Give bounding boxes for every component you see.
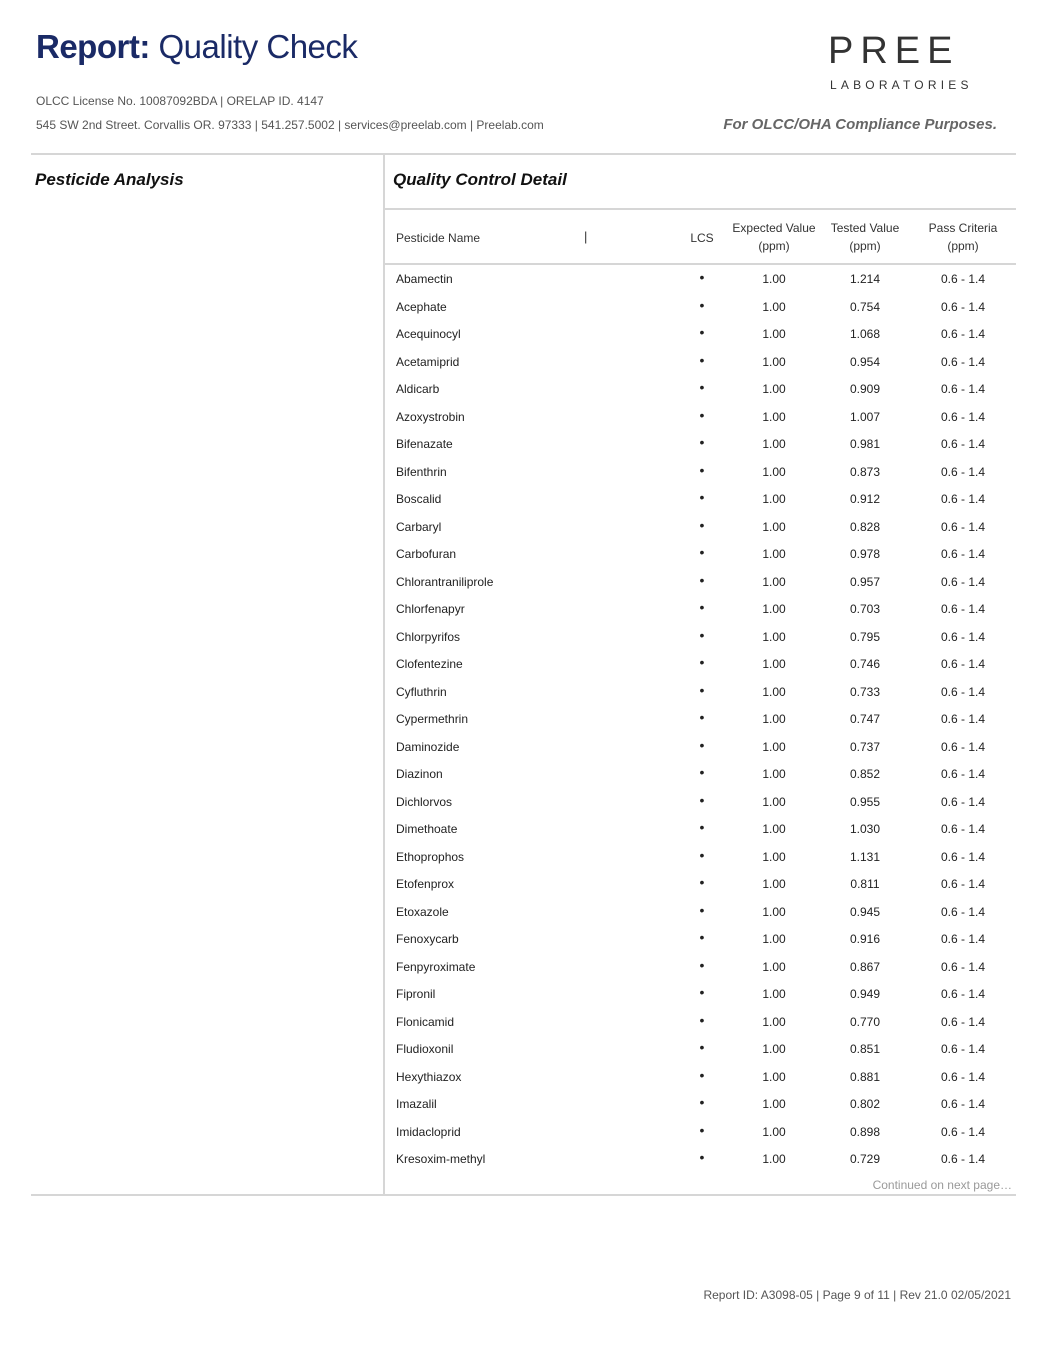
lcs-dot-cell: • [699,736,705,753]
pesticide-name-cell: Fenoxycarb [396,932,459,946]
tested-value-cell: 0.729 [849,1152,881,1166]
lcs-dot-cell: • [699,819,705,835]
header-pass-criteria [924,219,1002,255]
tested-value-cell: 0.955 [849,794,881,809]
report-title [36,28,357,66]
lcs-dot-cell: • [699,1121,705,1138]
pesticide-name-cell: Clofentezine [396,657,463,671]
logo-subtitle: LABORATORIES [830,78,973,92]
pass-criteria-cell: 0.6 - 1.4 [940,437,986,451]
pass-criteria-cell: 0.6 - 1.4 [940,1097,986,1111]
pesticide-name-cell: Imazalil [396,1097,437,1111]
lcs-dot-cell: • [699,406,705,423]
pass-criteria-cell: 0.6 - 1.4 [940,272,986,286]
pass-criteria-cell: 0.6 - 1.4 [940,767,986,781]
tested-value-cell: 0.802 [849,1097,881,1111]
pesticide-name-cell: Bifenthrin [396,464,447,479]
lcs-dot-cell: • [699,296,705,313]
table-row [385,760,1016,788]
table-row [385,678,1016,706]
tested-value-cell: 0.795 [849,629,881,644]
header-expected-line2: (ppm) [758,239,790,253]
expected-value-cell: 1.00 [762,684,786,699]
compliance-note: For OLCC/OHA Compliance Purposes. [723,116,997,133]
lcs-dot-cell: • [699,929,705,945]
pass-criteria-cell: 0.6 - 1.4 [940,849,986,864]
pass-criteria-cell: 0.6 - 1.4 [940,684,986,699]
lcs-dot-cell: • [699,571,705,588]
pass-criteria-cell: 0.6 - 1.4 [940,519,986,534]
table-row [385,1035,1016,1063]
tested-value-cell: 0.867 [849,959,881,974]
pesticide-name-cell: Fludioxonil [396,1042,454,1056]
footer-report-info: Report ID: A3098-05 | Page 9 of 11 | Rev 21.0 02/05/2021 [703,1288,1011,1302]
lcs-dot-cell: • [699,956,705,973]
pass-criteria-cell: 0.6 - 1.4 [940,1152,986,1166]
bottom-divider [31,1194,1016,1196]
header-expected-line1: Expected Value [732,221,816,235]
header-pesticide-name: Pesticide Name [396,231,481,245]
expected-value-cell: 1.00 [762,574,786,589]
expected-value-cell: 1.00 [762,767,786,781]
header-expected-value [728,219,820,255]
tested-value-cell: 0.703 [849,602,881,616]
tested-value-cell: 0.957 [849,574,881,589]
table-row [385,815,1016,843]
expected-value-cell: 1.00 [762,409,786,424]
lcs-dot-cell: • [699,846,705,863]
tested-value-cell: 0.916 [849,932,881,946]
expected-value-cell: 1.00 [762,712,786,726]
expected-value-cell: 1.00 [762,987,786,1001]
header-tested-value [824,219,906,255]
pass-criteria-cell: 0.6 - 1.4 [940,299,986,314]
report-title-rest: Quality Check [158,28,358,65]
expected-value-cell: 1.00 [762,437,786,451]
qc-divider [385,208,1016,210]
table-row [385,953,1016,981]
table-row [385,733,1016,761]
expected-value-cell: 1.00 [762,272,786,286]
address-line: 545 SW 2nd Street. Corvallis OR. 97333 | 541.257.5002 | services@preelab.com | Preelab.com [36,118,544,132]
table-row [385,843,1016,871]
pesticide-name-cell: Flonicamid [396,1014,455,1029]
pesticide-name-cell: Fipronil [396,987,436,1001]
pesticide-name-cell: Imidacloprid [396,1124,461,1139]
table-row [385,870,1016,898]
pass-criteria-cell: 0.6 - 1.4 [940,629,986,644]
tested-value-cell: 0.949 [849,987,881,1001]
tested-value-cell: 0.873 [849,464,881,479]
expected-value-cell: 1.00 [762,629,786,644]
tested-value-cell: 0.828 [849,519,881,534]
pesticide-name-cell: Etoxazole [396,904,449,919]
table-row [385,788,1016,816]
table-row [385,320,1016,348]
expected-value-cell: 1.00 [762,1124,786,1139]
header-separator: | [584,229,588,244]
lcs-dot-cell: • [699,901,705,918]
expected-value-cell: 1.00 [762,959,786,974]
pesticide-name-cell: Aldicarb [396,382,440,396]
tested-value-cell: 0.770 [849,1014,881,1029]
pass-criteria-cell: 0.6 - 1.4 [940,739,986,754]
lcs-dot-cell: • [699,461,705,478]
table-row [385,430,1016,458]
expected-value-cell: 1.00 [762,519,786,534]
lcs-dot-cell: • [699,1149,705,1165]
table-row [385,568,1016,596]
lcs-dot-cell: • [699,434,705,450]
table-row [385,898,1016,926]
expected-value-cell: 1.00 [762,299,786,314]
tested-value-cell: 0.811 [850,877,880,891]
table-row [385,293,1016,321]
lcs-dot-cell: • [699,544,705,560]
lcs-dot-cell: • [699,1094,705,1110]
pass-criteria-cell: 0.6 - 1.4 [940,464,986,479]
expected-value-cell: 1.00 [762,1042,786,1056]
lcs-dot-cell: • [699,764,705,780]
pesticide-name-cell: Dichlorvos [396,794,453,809]
lcs-dot-cell: • [699,516,705,533]
expected-value-cell: 1.00 [762,464,786,479]
tested-value-cell: 1.131 [849,849,881,864]
lcs-dot-cell: • [699,709,705,725]
quality-control-heading: Quality Control Detail [393,170,567,189]
pesticide-name-cell: Kresoxim-methyl [396,1152,486,1166]
tested-value-cell: 0.981 [849,437,881,451]
report-title-bold: Report: [36,28,150,65]
expected-value-cell: 1.00 [762,327,786,341]
pass-criteria-cell: 0.6 - 1.4 [940,877,986,891]
table-row [385,403,1016,431]
continued-note: Continued on next page… [872,1178,1012,1192]
expected-value-cell: 1.00 [762,1014,786,1029]
tested-value-cell: 0.954 [849,354,881,369]
expected-value-cell: 1.00 [762,602,786,616]
pesticide-name-cell: Acetamiprid [396,354,460,369]
tested-value-cell: 0.852 [849,767,881,781]
table-row [385,540,1016,568]
expected-value-cell: 1.00 [762,739,786,754]
expected-value-cell: 1.00 [762,547,786,561]
pesticide-name-cell: Boscalid [396,492,442,506]
table-row [385,348,1016,376]
pass-criteria-cell: 0.6 - 1.4 [940,409,986,424]
pass-criteria-cell: 0.6 - 1.4 [940,574,986,589]
pass-criteria-cell: 0.6 - 1.4 [940,1124,986,1139]
lcs-dot-cell: • [699,1011,705,1028]
tested-value-cell: 0.945 [849,904,881,919]
tested-value-cell: 1.007 [849,409,881,424]
tested-value-cell: 0.912 [849,492,881,506]
license-line: OLCC License No. 10087092BDA | ORELAP ID. 4147 [36,94,324,108]
table-row [385,513,1016,541]
expected-value-cell: 1.00 [762,849,786,864]
pesticide-name-cell: Ethoprophos [396,849,465,864]
pass-criteria-cell: 0.6 - 1.4 [940,932,986,946]
lcs-dot-cell: • [699,654,705,670]
expected-value-cell: 1.00 [762,354,786,369]
lcs-dot-cell: • [699,681,705,698]
pesticide-name-cell: Acephate [396,299,447,314]
tested-value-cell: 0.909 [849,382,881,396]
tested-value-cell: 0.851 [849,1042,881,1056]
pass-criteria-cell: 0.6 - 1.4 [940,1014,986,1029]
table-row [385,705,1016,733]
table-row [385,265,1016,293]
table-row [385,623,1016,651]
lcs-dot-cell: • [699,1039,705,1055]
pass-criteria-cell: 0.6 - 1.4 [940,1069,986,1084]
pass-criteria-cell: 0.6 - 1.4 [940,794,986,809]
table-row [385,1145,1016,1173]
pass-criteria-cell: 0.6 - 1.4 [940,354,986,369]
pesticide-name-cell: Cyfluthrin [396,684,447,699]
lcs-dot-cell: • [699,626,705,643]
header-lcs: LCS [690,231,714,245]
pesticide-name-cell: Carbaryl [396,519,442,534]
table-row [385,595,1016,623]
lcs-dot-cell: • [699,1066,705,1083]
lcs-dot-cell: • [699,324,705,340]
table-row [385,925,1016,953]
lcs-dot-cell: • [699,599,705,615]
pass-criteria-cell: 0.6 - 1.4 [940,382,986,396]
expected-value-cell: 1.00 [762,932,786,946]
expected-value-cell: 1.00 [762,382,786,396]
tested-value-cell: 1.214 [849,272,881,286]
table-row [385,485,1016,513]
lcs-dot-cell: • [699,351,705,368]
table-row [385,375,1016,403]
expected-value-cell: 1.00 [762,877,786,891]
pass-criteria-cell: 0.6 - 1.4 [940,1042,986,1056]
pesticide-name-cell: Acequinocyl [396,327,461,341]
lcs-dot-cell: • [699,489,705,505]
pass-criteria-cell: 0.6 - 1.4 [940,904,986,919]
header-pass-line1: Pass Criteria [928,221,998,235]
expected-value-cell: 1.00 [762,822,786,836]
tested-value-cell: 0.978 [849,547,881,561]
table-row [385,1008,1016,1036]
pesticide-name-cell: Etofenprox [396,877,455,891]
lcs-dot-cell: • [699,791,705,808]
header-tested-line1: Tested Value [830,221,900,235]
table-row [385,1063,1016,1091]
pesticide-name-cell: Hexythiazox [396,1069,462,1084]
lcs-dot-cell: • [699,984,705,1000]
pesticide-analysis-heading: Pesticide Analysis [35,170,184,189]
expected-value-cell: 1.00 [762,1152,786,1166]
pass-criteria-cell: 0.6 - 1.4 [940,657,986,671]
expected-value-cell: 1.00 [762,904,786,919]
lcs-dot-cell: • [699,874,705,890]
pesticide-name-cell: Chlorfenapyr [396,602,465,616]
table-row [385,650,1016,678]
pass-criteria-cell: 0.6 - 1.4 [940,492,986,506]
tested-value-cell: 0.747 [849,712,881,726]
pree-logo [828,32,998,94]
pass-criteria-cell: 0.6 - 1.4 [940,822,986,836]
tested-value-cell: 0.733 [849,684,881,699]
expected-value-cell: 1.00 [762,657,786,671]
top-divider [31,153,1016,155]
pesticide-name-cell: Abamectin [396,272,453,286]
table-row [385,1118,1016,1146]
tested-value-cell: 0.746 [849,657,881,671]
table-row [385,458,1016,486]
expected-value-cell: 1.00 [762,492,786,506]
pass-criteria-cell: 0.6 - 1.4 [940,712,986,726]
pass-criteria-cell: 0.6 - 1.4 [940,327,986,341]
table-row [385,980,1016,1008]
tested-value-cell: 1.030 [849,822,881,836]
pesticide-name-cell: Dimethoate [396,822,458,836]
pesticide-name-cell: Fenpyroximate [396,959,476,974]
pesticide-name-cell: Cypermethrin [396,712,469,726]
expected-value-cell: 1.00 [762,794,786,809]
pesticide-name-cell: Chlorpyrifos [396,629,461,644]
qc-table-body [385,265,1016,1173]
tested-value-cell: 1.068 [849,327,881,341]
tested-value-cell: 0.737 [849,739,881,754]
lcs-dot-cell: • [699,379,705,395]
tested-value-cell: 0.881 [849,1069,881,1084]
logo-wordmark: PREE [828,30,960,72]
pass-criteria-cell: 0.6 - 1.4 [940,547,986,561]
tested-value-cell: 0.754 [849,299,881,314]
pass-criteria-cell: 0.6 - 1.4 [940,987,986,1001]
pass-criteria-cell: 0.6 - 1.4 [940,959,986,974]
expected-value-cell: 1.00 [762,1097,786,1111]
header-pass-line2: (ppm) [947,239,979,253]
lcs-dot-cell: • [699,269,705,285]
tested-value-cell: 0.898 [849,1124,881,1139]
pass-criteria-cell: 0.6 - 1.4 [940,602,986,616]
pesticide-name-cell: Bifenazate [396,437,453,451]
pesticide-name-cell: Diazinon [396,767,443,781]
table-row [385,1090,1016,1118]
pesticide-name-cell: Azoxystrobin [396,409,465,424]
expected-value-cell: 1.00 [762,1069,786,1084]
pesticide-name-cell: Chlorantraniliprole [396,574,494,589]
pesticide-name-cell: Daminozide [396,739,460,754]
pesticide-name-cell: Carbofuran [396,547,457,561]
header-tested-line2: (ppm) [849,239,881,253]
